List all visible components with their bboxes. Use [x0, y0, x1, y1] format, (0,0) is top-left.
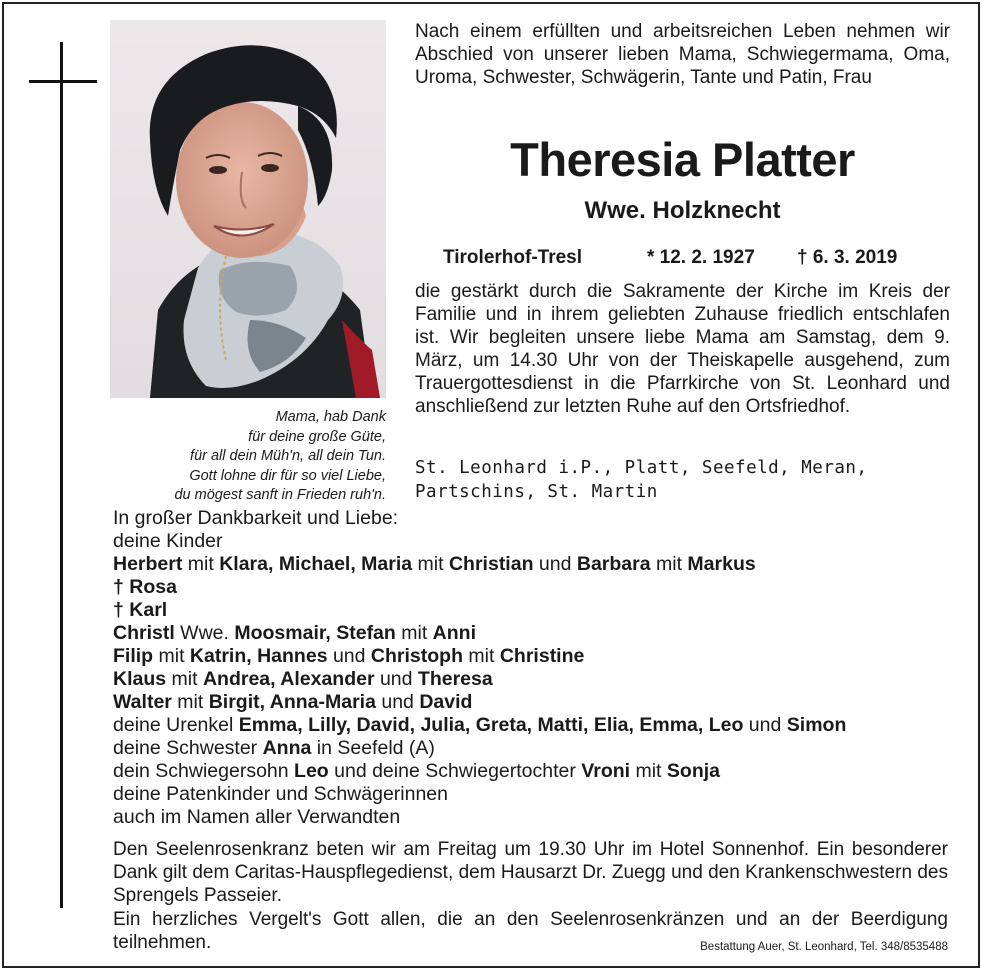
cross-vertical-bar [60, 42, 63, 908]
mourner-line [113, 622, 958, 645]
places-list: St. Leonhard i.P., Platt, Seefeld, Meran, Partschins, St. Martin [415, 458, 868, 502]
mourner-name: Barbara [576, 553, 651, 575]
mourner-line [113, 737, 958, 760]
mourner-text: deine Kinder [113, 530, 223, 552]
mourner-name: † Rosa [113, 576, 177, 598]
verse-line: du mögest sanft in Frieden ruh'n. [174, 487, 386, 503]
mourner-name: David [419, 691, 473, 713]
mourner-name: Andrea, Alexander [202, 668, 375, 690]
mourner-name: Emma, Lilly, David, Julia, Greta, Matti, Elia, Emma, Leo [238, 714, 744, 736]
mourner-name: Moosmair, Stefan [234, 622, 396, 644]
closing-text [113, 838, 948, 954]
portrait-illustration [110, 20, 386, 398]
mourner-line [113, 507, 958, 530]
verse-line: für all dein Müh'n, all dein Tun. [190, 448, 386, 464]
mourner-text: und [375, 691, 420, 713]
funeral-home-credit: Bestattung Auer, St. Leonhard, Tel. 348/8535488 [700, 941, 948, 953]
mourner-name: Sonja [666, 760, 720, 782]
mourner-text: und [743, 714, 787, 736]
mourner-line [113, 760, 958, 783]
mourner-text: deine Schwester [113, 737, 263, 759]
mourner-text: dein Schwiegersohn [113, 760, 295, 782]
mourner-name: Anni [432, 622, 476, 644]
mourner-text: mit [153, 645, 190, 667]
mourner-name: Klaus [113, 668, 167, 690]
verse-line: für deine große Güte, [248, 428, 386, 445]
mourner-name: Klara, Michael, Maria [219, 553, 413, 575]
mourner-name: Simon [786, 714, 847, 736]
mourner-name: Leo [294, 760, 329, 782]
mourner-text: mit [650, 553, 688, 575]
mourner-name: Christian [448, 553, 534, 575]
mourner-name: Birgit, Anna-Maria [208, 691, 376, 713]
mourner-name: Herbert [113, 553, 183, 575]
death-date: † 6. 3. 2019 [797, 247, 898, 268]
mourner-text: mit [463, 645, 500, 667]
house-name: Tirolerhof-Tresl [443, 247, 583, 268]
mourner-line [113, 783, 958, 806]
mourner-name: † Karl [113, 599, 168, 621]
mourner-line [113, 553, 958, 576]
mourner-text: und deine Schwiegertochter [328, 760, 582, 782]
memorial-verse [110, 408, 386, 506]
mourner-line [113, 530, 958, 553]
mourner-text: und [374, 668, 418, 690]
mourner-name: Filip [113, 645, 154, 667]
mourner-text: deine Patenkinder und Schwägerinnen [113, 783, 448, 805]
closing-paragraph: Den Seelenrosenkranz beten wir am Freitag um 19.30 Uhr im Hotel Sonnenhof. Ein besonderer Dank gilt dem Caritas-Hauspflegedienst, dem Hausarzt Dr. Zuegg und den Krankenschwestern des Sprengels Passeier. [113, 839, 948, 907]
mourners-list [113, 507, 958, 829]
mourner-line [113, 714, 958, 737]
mourner-text: mit [395, 622, 433, 644]
mourner-name: Markus [687, 553, 756, 575]
mourner-name: Christoph [370, 645, 463, 667]
mourner-name: Walter [113, 691, 172, 713]
verse-line: Mama, hab Dank [275, 409, 386, 425]
mourner-line [113, 645, 958, 668]
mourner-line [113, 691, 958, 714]
mourner-line [113, 599, 958, 622]
mourner-name: Anna [262, 737, 312, 759]
mourner-text: mit [412, 553, 449, 575]
mourner-text: in Seefeld (A) [311, 737, 435, 759]
mourner-text: mit [166, 668, 203, 690]
mourner-name: Theresa [417, 668, 493, 690]
mourner-text: Wwe. [174, 622, 235, 644]
mourner-text: mit [630, 760, 667, 782]
mourner-name: Katrin, Hannes [189, 645, 328, 667]
cross-horizontal-bar [29, 80, 97, 83]
mourner-line [113, 668, 958, 691]
deceased-name: Theresia Platter [510, 133, 855, 186]
funeral-details: die gestärkt durch die Sakramente der Kirche im Kreis der Familie und in ihrem geliebten Zuhause friedlich entschlafen ist. Wir begleiten unsere liebe Mama am Samstag, dem 9. März, um 14.30 Uhr von der Theiskapelle ausgehend, zum Trauergottesdienst in die Pfarrkirche von St. Leonhard und anschließend zur letzten Ruhe auf den Ortsfriedhof. [415, 281, 950, 417]
intro-text: Nach einem erfüllten und arbeitsreichen Leben nehmen wir Abschied von unserer lieben Mama, Schwiegermama, Oma, Uroma, Schwester, Schwägerin, Tante und Patin, Frau [415, 21, 950, 88]
mourner-name: Vroni [581, 760, 631, 782]
mourner-line [113, 576, 958, 599]
verse-line: Gott lohne dir für so viel Liebe, [189, 467, 386, 484]
closing-paragraph: Ein herzliches Vergelt's Gott allen, die an den Seelenrosenkränzen und an der Beerdigung teilnehmen. [113, 908, 948, 953]
mourner-text: In großer Dankbarkeit und Liebe: [113, 507, 399, 529]
widow-of: Wwe. Holzknecht [584, 197, 781, 224]
mourner-text: mit [171, 691, 209, 713]
mourner-text: und [533, 553, 577, 575]
portrait-photo [110, 20, 386, 398]
mourner-line [113, 806, 958, 829]
mourner-text: auch im Namen aller Verwandten [113, 806, 401, 828]
mourner-text: mit [182, 553, 220, 575]
birth-date: * 12. 2. 1927 [647, 247, 755, 268]
mourner-text: deine Urenkel [113, 714, 239, 736]
mourner-name: Christl [113, 622, 175, 644]
mourner-name: Christine [499, 645, 585, 667]
mourner-text: und [327, 645, 371, 667]
